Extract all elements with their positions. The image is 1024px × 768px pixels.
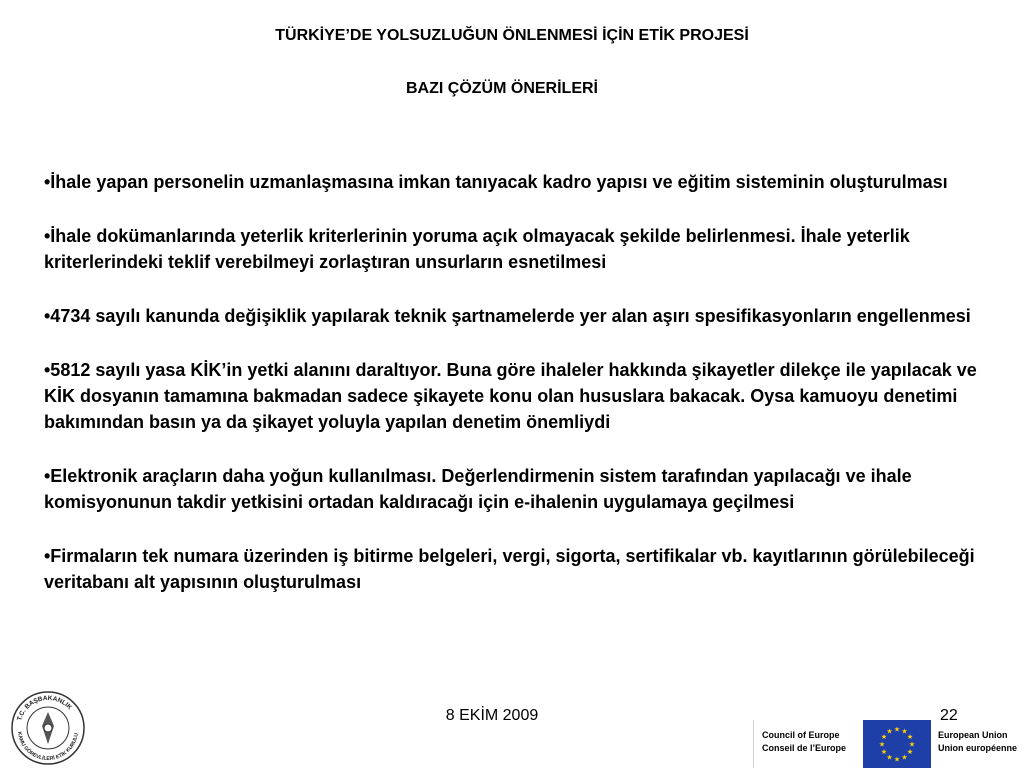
coe-label-en: Council of Europe [762, 730, 840, 740]
ethics-board-seal-logo [10, 690, 86, 766]
bullet-item: •Elektronik araçların daha yoğun kullanılması. Değerlendirmenin sistem tarafından yapılacağı ve ihale komisyonunun takdir yetkisini ortadan kaldıracağı için e-ihalenin uygulamaya geçilmesi [44, 466, 912, 512]
bullet-item: •Firmaların tek numara üzerinden iş bitirme belgeleri, vergi, sigorta, sertifikalar vb. kayıtlarının görülebileceği veritabanı alt yapısının oluşturulması [44, 546, 975, 592]
european-union-logo [938, 729, 1017, 755]
eu-star-icon: ★ [886, 728, 893, 736]
eu-star-icon: ★ [893, 756, 901, 764]
slide-title: TÜRKİYE’DE YOLSUZLUĞUN ÖNLENMESİ İÇİN ETİK PROJESİ [275, 27, 749, 44]
bullet-item: •5812 sayılı yasa KİK’in yetki alanını daraltıyor. Buna göre ihaleler hakkında şikayetler dilekçe ile yapılacak ve KİK dosyanın tamamına bakmadan sadece şikayete konu olan hususlara bakacak. Oysa kamuoyu denetimi bakımından basın ya da şikayet yoluyla yapılan denetim önemliydi [44, 360, 977, 432]
eu-label-fr: Union européenne [938, 743, 1018, 753]
eu-star-icon: ★ [880, 734, 888, 741]
bullet-item: •İhale dokümanlarında yeterlik kriterlerinin yoruma açık olmayacak şekilde belirlenmesi. İhale yeterlik kriterlerindeki teklif verebilmeyi zorlaştıran unsurların esnetilmesi [44, 226, 910, 272]
eu-star-icon: ★ [906, 749, 914, 756]
svg-text:KAMU GÖREVLİLERİ ETİK KURULU: KAMU GÖREVLİLERİ ETİK KURULU [16, 731, 80, 763]
eu-star-icon: ★ [901, 728, 908, 736]
bullet-item: •İhale yapan personelin uzmanlaşmasına imkan tanıyacak kadro yapısı ve eğitim sisteminin oluşturulması [44, 172, 948, 192]
eu-star-icon: ★ [908, 741, 916, 749]
council-of-europe-logo [762, 729, 846, 755]
footer-date: 8 EKİM 2009 [445, 707, 539, 724]
page-number: 22 [940, 707, 958, 724]
bullet-item: •4734 sayılı kanunda değişiklik yapılarak teknik şartnamelerde yer alan aşırı spesifikasyonların engellenmesi [44, 306, 971, 326]
slide-subtitle: BAZI ÇÖZÜM ÖNERİLERİ [406, 80, 598, 97]
eu-label-en: European Union [938, 730, 1008, 740]
svg-text:T.C. BAŞBAKANLIK: T.C. BAŞBAKANLIK [16, 694, 73, 722]
eu-star-icon: ★ [886, 754, 893, 762]
eu-flag-icon [863, 720, 931, 768]
eu-star-icon: ★ [906, 734, 914, 741]
eu-star-icon: ★ [893, 726, 901, 734]
eu-star-icon: ★ [880, 749, 888, 756]
coe-label-fr: Conseil de l’Europe [762, 743, 847, 753]
eu-star-icon: ★ [878, 741, 886, 749]
bullet-list [44, 169, 1012, 595]
eu-star-icon: ★ [901, 754, 908, 762]
